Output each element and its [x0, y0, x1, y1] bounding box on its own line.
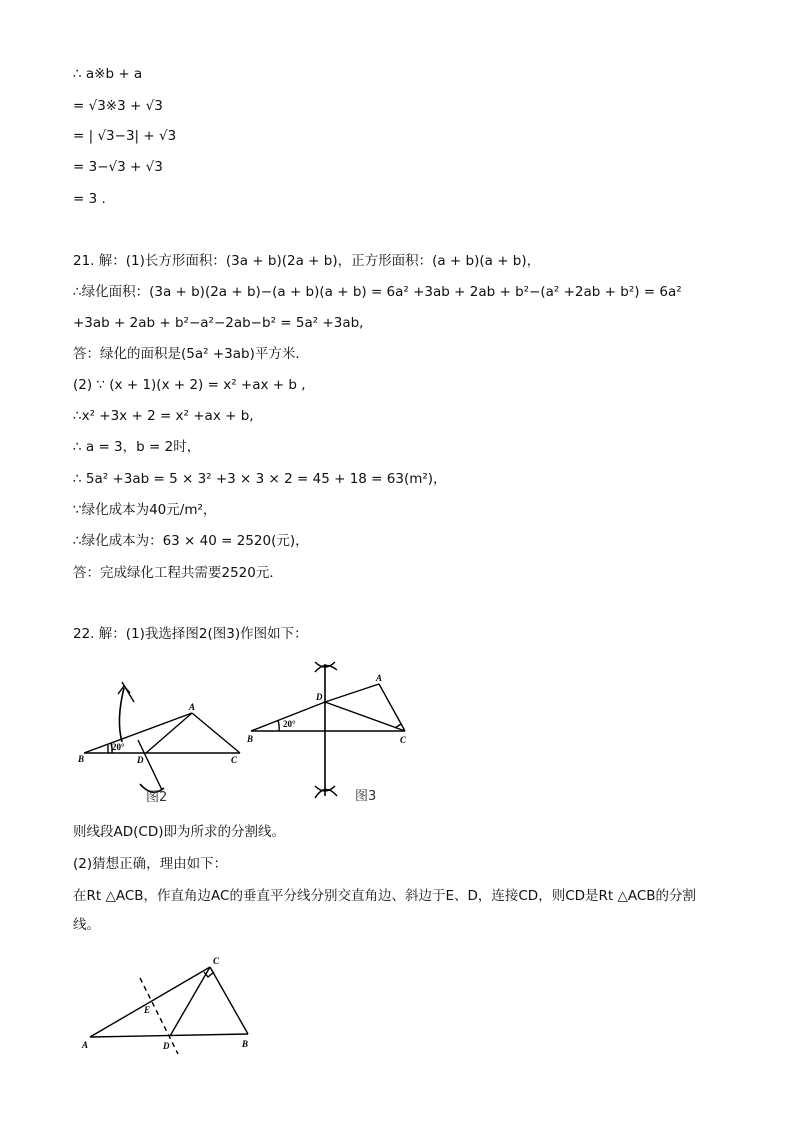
problem-21-heading: 21. 解：(1)长方形面积：(3a + b)(2a + b)，正方形面积：(a + b)(a + b)， [73, 253, 541, 269]
text-line-15: ∴绿化成本为：63 × 40 = 2520(元)， [73, 533, 309, 549]
figure-2 [78, 680, 248, 810]
text-line-11: ∴x² +3x + 2 = x² +ax + b, [73, 408, 254, 424]
fig3-caption: 图3 [355, 789, 377, 804]
text-line-14: ∵绿化成本为40元/m²， [73, 502, 217, 518]
fig3-label-b: B [247, 734, 254, 744]
fig4-label-c: C [213, 956, 220, 966]
figure-4 [78, 950, 268, 1062]
fig4-label-d: D [163, 1041, 170, 1051]
problem-22-heading: 22. 解：(1)我选择图2(图3)作图如下： [73, 626, 308, 642]
fig3-angle-label: 20° [283, 719, 296, 729]
text-line-8: +3ab + 2ab + b²−a²−2ab−b² = 5a² +3ab, [73, 315, 364, 331]
text-line-10: (2) ∵ (x + 1)(x + 2) = x² +ax + b , [73, 377, 306, 393]
text-line-20: 在Rt △ACB，作直角边AC的垂直平分线分别交直角边、斜边于E、D，连接CD，则CD是Rt △ACB的分割 [73, 888, 697, 904]
text-line-19: (2)猜想正确，理由如下： [73, 856, 228, 872]
fig3-label-c: C [400, 735, 407, 745]
text-line-3: = | √3−3| + √3 [73, 128, 177, 144]
fig4-label-e: E [144, 1005, 151, 1015]
fig4-label-b: B [242, 1039, 249, 1049]
fig3-label-a: A [376, 673, 383, 683]
text-line-16: 答：完成绿化工程共需要2520元． [73, 565, 283, 581]
text-line-18: 则线段AD(CD)即为所求的分割线。 [73, 824, 285, 840]
text-line-5: = 3 . [73, 191, 106, 207]
fig2-angle-label: 20° [112, 742, 125, 752]
fig2-label-b: B [78, 754, 85, 764]
figure-3 [245, 658, 415, 806]
fig2-caption: 图2 [146, 790, 168, 805]
fig4-label-a: A [82, 1040, 89, 1050]
text-line-2: = √3※3 + √3 [73, 98, 163, 114]
text-line-7: ∴绿化面积：(3a + b)(2a + b)−(a + b)(a + b) = 6a² +3ab + 2ab + b²−(a² +2ab + b²) = 6a² [73, 284, 682, 300]
text-line-12: ∴ a = 3，b = 2时， [73, 439, 201, 455]
text-line-13: ∴ 5a² +3ab = 5 × 3² +3 × 3 × 2 = 45 + 18 = 63(m²)， [73, 471, 447, 487]
text-line-9: 答：绿化的面积是(5a² +3ab)平方米． [73, 346, 309, 362]
text-line-21: 线。 [73, 917, 100, 933]
fig2-label-d: D [137, 755, 144, 765]
fig2-label-c: C [231, 755, 238, 765]
fig2-label-a: A [189, 702, 196, 712]
fig3-label-d: D [316, 692, 323, 702]
text-line-1: ∴ a※b + a [73, 66, 143, 82]
text-line-4: = 3−√3 + √3 [73, 159, 163, 175]
